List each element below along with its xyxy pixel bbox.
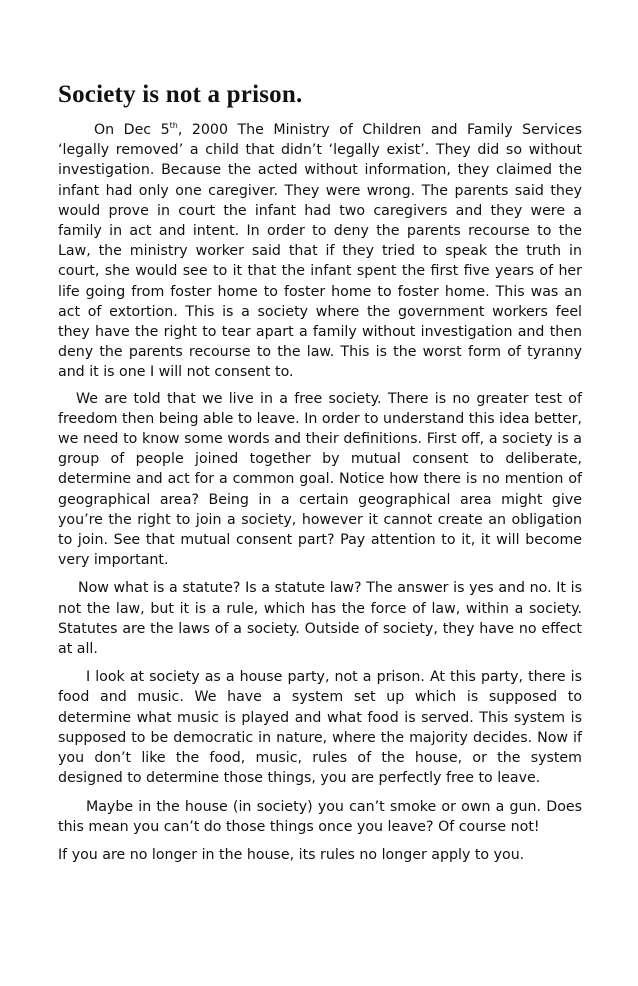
paragraph-2: We are told that we live in a free society. There is no greater test of freedom then being able to leave. In order to understand this idea better, we need to know some words and their definitions. First off, a society is a group of people joined together by mutual consent to deliberate, determine and act for a common goal. Notice how there is no mention of geographical area? Being in a certain geographical area might give you’re the right to join a society, however it cannot create an obligation to join. See that mutual consent part? Pay attention to it, it will become very important. <box>58 390 582 569</box>
paragraph-1-lead: On Dec 5 <box>94 122 170 138</box>
paragraph-1-superscript: th <box>169 121 178 130</box>
paragraph-5: Maybe in the house (in society) you can’t smoke or own a gun. Does this mean you can’t do those things once you leave? Of course not! <box>58 798 582 835</box>
paragraph-1-rest: , 2000 The Ministry of Children and Family Services ‘legally removed’ a child that didn’t ‘legally exist’. They did so without investigation. Because the acted without information, they claimed the infant had only one caregiver. They were wrong. The parents said they would prove in court the infant had two caregivers and they were a family in act and intent. In order to deny the parents recourse to the Law, the ministry worker said that if they tried to speak the truth in court, she would see to it that the infant spent the first five years of her life going from foster home to foster home to foster home. This was an act of extortion. This is a society where the government workers feel they have the right to tear apart a family without investigation and then deny the parents recourse to the law. This is the worst form of tyranny and it is one I will not consent to. <box>58 122 582 381</box>
paragraph-1 <box>58 120 582 383</box>
paragraph-4: I look at society as a house party, not a prison. At this party, there is food and music. We have a system set up which is supposed to determine what music is played and what food is served. This system is supposed to be democratic in nature, where the majority decides. Now if you don’t like the food, music, rules of the house, or the system designed to determine those things, you are perfectly free to leave. <box>58 669 582 787</box>
document-page <box>58 80 582 873</box>
paragraph-3: Now what is a statute? Is a statute law? The answer is yes and no. It is not the law, but it is a rule, which has the force of law, within a society. Statutes are the laws of a society. Outside of society, they have no effect at all. <box>58 580 582 658</box>
paragraph-6: If you are no longer in the house, its rules no longer apply to you. <box>58 846 525 863</box>
document-title: Society is not a prison. <box>58 81 303 108</box>
